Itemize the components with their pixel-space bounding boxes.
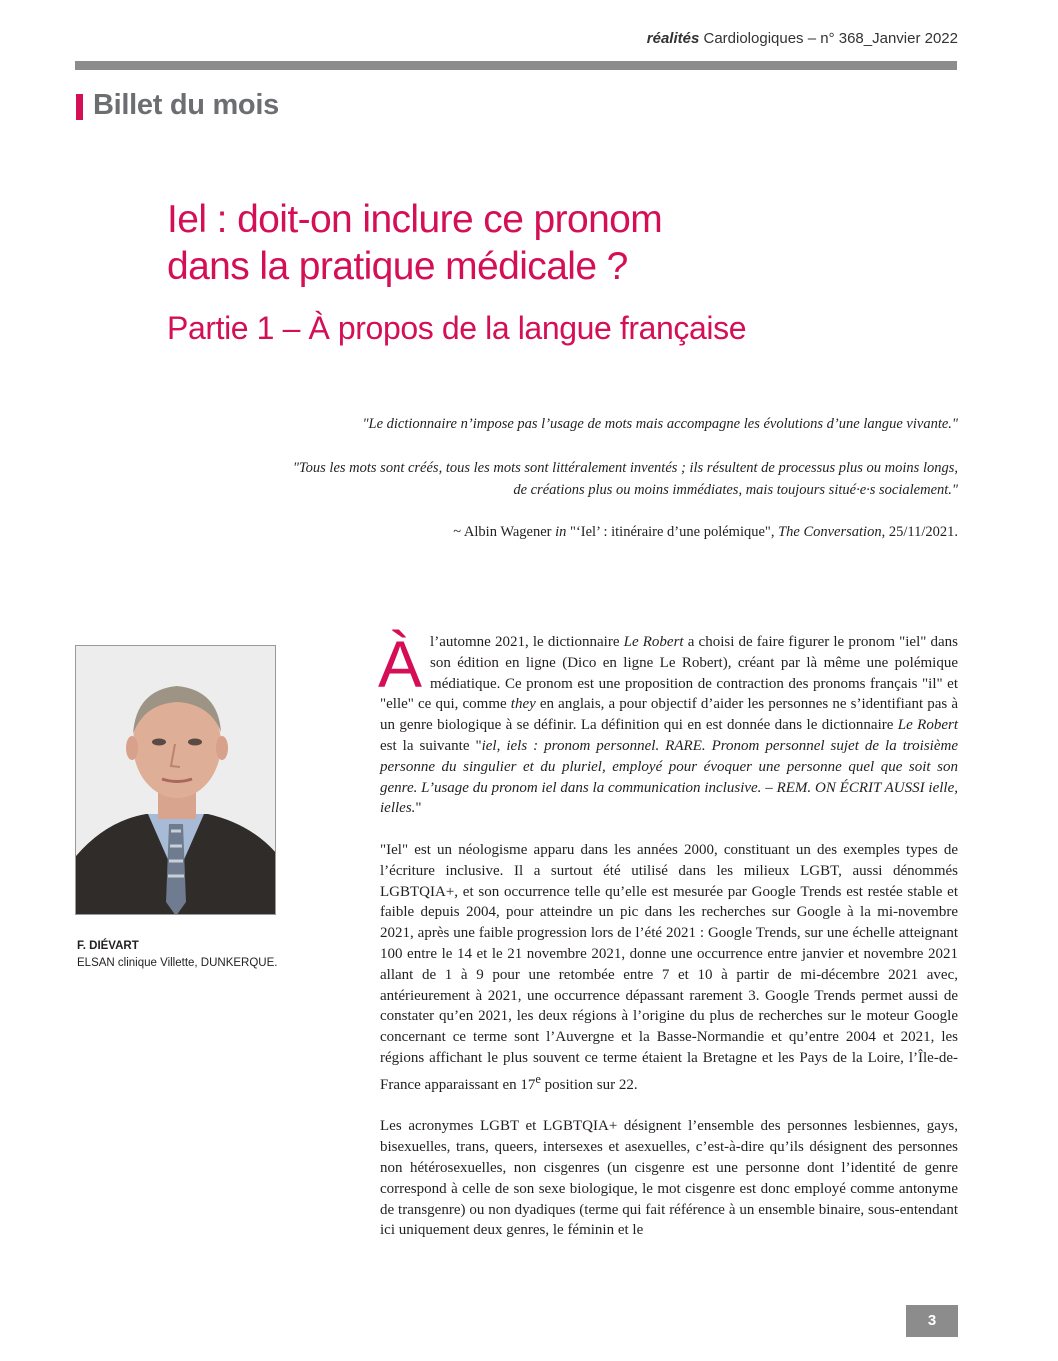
article-title — [167, 196, 927, 290]
paragraph-2: "Iel" est un néologisme apparu dans les années 2000, constituant un des exemples types de l’écriture inclusive. Il a surtout été utilisé dans les milieux LGBT, aussi dénommés LGBTQIA+, et son occurrence telle qu’elle est mesurée par Google Trends est restée stable et faible depuis 2004, pour atteindre un pic dans les recherches sur Google à la mi-novembre 2021, après une faible progression lors de l’été 2021 : Google Trends, sur une échelle atteignant 100 entre le 14 et le 21 novembre 2021, donne une occurrence entre janvier et novembre 2021 allant de 1 à 9 pour une retombée entre 7 et 10 à partir de mi-décembre 2021 avec, antérieurement à 2021, une occurrence dépassant rarement 3. Google Trends permet aussi de constater qu’en 2021, les deux régions à l’origine du plus de recherches sur le moteur Google concernant ce terme sont l’Auvergne et la Basse-Normandie et qu’entre 2004 et 2021, les régions affichant le plus souvent ce terme étaient la Bretagne et les Pays de la Loire, l’Île-de-France apparaissant en 17e position sur 22. — [380, 841, 958, 1093]
epigraph — [180, 413, 958, 543]
page-number: 3 — [906, 1305, 958, 1337]
rubric-marker — [76, 94, 83, 120]
author-affiliation: ELSAN clinique Villette, DUNKERQUE. — [77, 957, 278, 969]
author-portrait-image — [76, 646, 276, 915]
section-rubric: Billet du mois — [93, 89, 279, 121]
paragraph-1: À l’automne 2021, le dictionnaire Le Robert a choisi de faire figurer le pronom "iel" dans son édition en ligne (Dico en ligne Le Robert), créant par là même une polémique médiatique. Ce pronom est une proposition de contraction des pronoms français "il" et "elle" ce qui, comme they en anglais, a pour objectif d’aider les personnes ne s’identifiant pas à un genre biologique à se définir. La définition qui en est donnée dans le dictionnaire Le Robert est la suivante "iel, iels : pronom personnel. RARE. Pronom personnel sujet de la troisième personne du singulier et du pluriel, employé pour évoquer une personne quel que soit son genre. L’usage du pronom iel dans la communication inclusive. – REM. ON ÉCRIT AUSSI ielle, ielles." — [378, 627, 959, 817]
title-line-1: Iel : doit-on inclure ce pronom — [167, 198, 663, 241]
header-rule — [75, 61, 957, 70]
article-body — [378, 627, 959, 1262]
journal-issue: Cardiologiques – n° 368_Janvier 2022 — [703, 30, 958, 47]
author-photo — [75, 645, 276, 915]
epigraph-quote-1: "Le dictionnaire n’impose pas l’usage de mots mais accompagne les évolutions d’une langue vivante." — [362, 416, 958, 432]
journal-brand: réalités — [646, 30, 700, 47]
drop-cap: À — [378, 627, 423, 701]
author-name: F. DIÉVART — [77, 940, 139, 952]
journal-header — [640, 30, 958, 47]
article-subtitle: Partie 1 – À propos de la langue française — [167, 310, 747, 346]
title-line-2: dans la pratique médicale ? — [167, 245, 628, 288]
paragraph-3: Les acronymes LGBT et LGBTQIA+ désignent l’ensemble des personnes lesbiennes, gays, bisexuelles, trans, queers, intersexes et asexuelles, c’est-à-dire qu’ils désignent des personnes non hétérosexuelles, non cisgenres (un cisgenre est une personne dont l’identité de genre correspond à celle de son sexe biologique, le mot cisgenre est donc employé comme antonyme de transgenre) ou non dyadiques (terme qui fait référence à un ensemble binaire, sous-entendant ici uniquement deux genres, le féminin et le — [380, 1118, 958, 1239]
epigraph-quote-2: "Tous les mots sont créés, tous les mots sont littéralement inventés ; ils résultent de processus plus ou moins longs, de créations plus ou moins immédiates, mais toujours situé·e·s socialement." — [292, 460, 958, 498]
epigraph-attribution: ~ Albin Wagener in "‘Iel’ : itinéraire d’une polémique", The Conversation, 25/11/2021. — [453, 524, 958, 540]
